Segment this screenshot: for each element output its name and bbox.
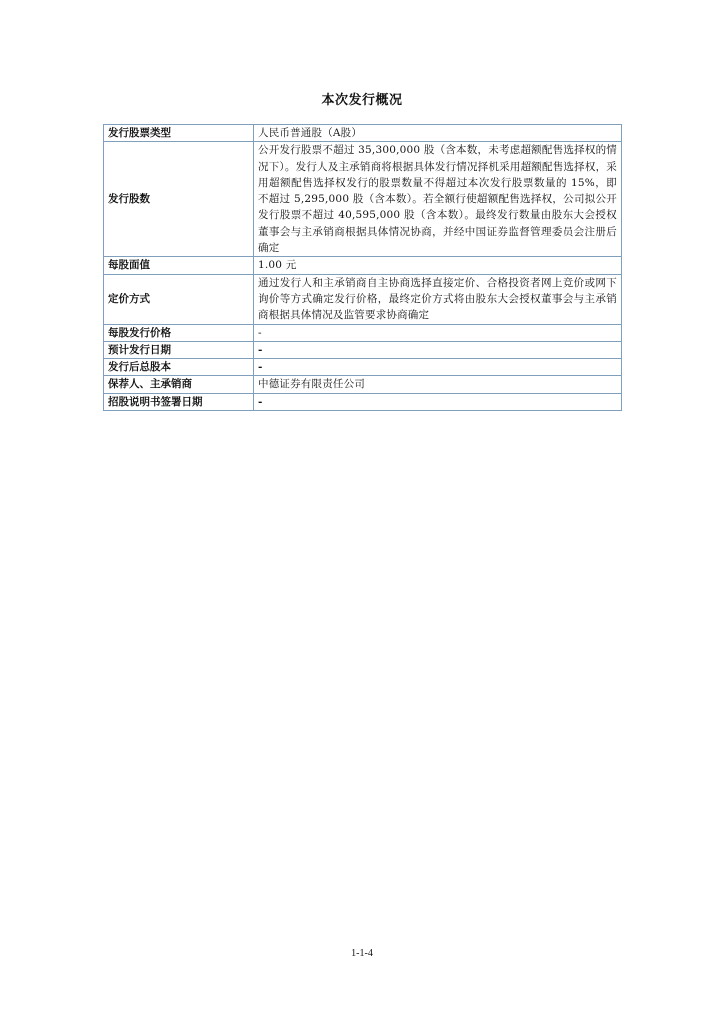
row-value: 人民币普通股（A股） (254, 125, 622, 142)
row-value: 1.00 元 (254, 257, 622, 274)
row-label: 发行股数 (104, 142, 254, 257)
row-value: 公开发行股票不超过 35,300,000 股（含本数，未考虑超额配售选择权的情况下）。发行人及主承销商将根据具体发行情况择机采用超额配售选择权，采用超额配售选择权发行的股票数量不得超过本次发行股票数量的 15%，即不超过 5,295,000 股（含本数）。若全额行使超额配售选择权，公司拟公开发行股票不超过 40,595,000 股（含本数）。最终发行数量由股东大会授权董事会与主承销商根据具体情况协商，并经中国证券监督管理委员会注册后确定 (254, 142, 622, 257)
table-row (104, 142, 622, 257)
row-value: 中德证券有限责任公司 (254, 376, 622, 393)
row-value: - (254, 341, 622, 358)
row-label: 招股说明书签署日期 (104, 393, 254, 410)
row-label: 预计发行日期 (104, 341, 254, 358)
row-label: 每股发行价格 (104, 324, 254, 341)
row-value: - (254, 359, 622, 376)
table-row (104, 359, 622, 376)
table-row (104, 125, 622, 142)
table-row (104, 341, 622, 358)
table-row (104, 376, 622, 393)
table-row (104, 257, 622, 274)
row-label: 发行后总股本 (104, 359, 254, 376)
row-label: 每股面值 (104, 257, 254, 274)
table-row (104, 324, 622, 341)
row-value: 通过发行人和主承销商自主协商选择直接定价、合格投资者网上竞价或网下询价等方式确定发行价格，最终定价方式将由股东大会授权董事会与主承销商根据具体情况及监管要求协商确定 (254, 274, 622, 324)
table-row (104, 393, 622, 410)
row-value: - (254, 324, 622, 341)
row-label: 保荐人、主承销商 (104, 376, 254, 393)
row-label: 发行股票类型 (104, 125, 254, 142)
row-value: - (254, 393, 622, 410)
row-label: 定价方式 (104, 274, 254, 324)
issuance-overview-table (103, 124, 622, 411)
page-title: 本次发行概况 (321, 93, 403, 108)
table-row (104, 274, 622, 324)
page-number: 1-1-4 (351, 948, 373, 959)
